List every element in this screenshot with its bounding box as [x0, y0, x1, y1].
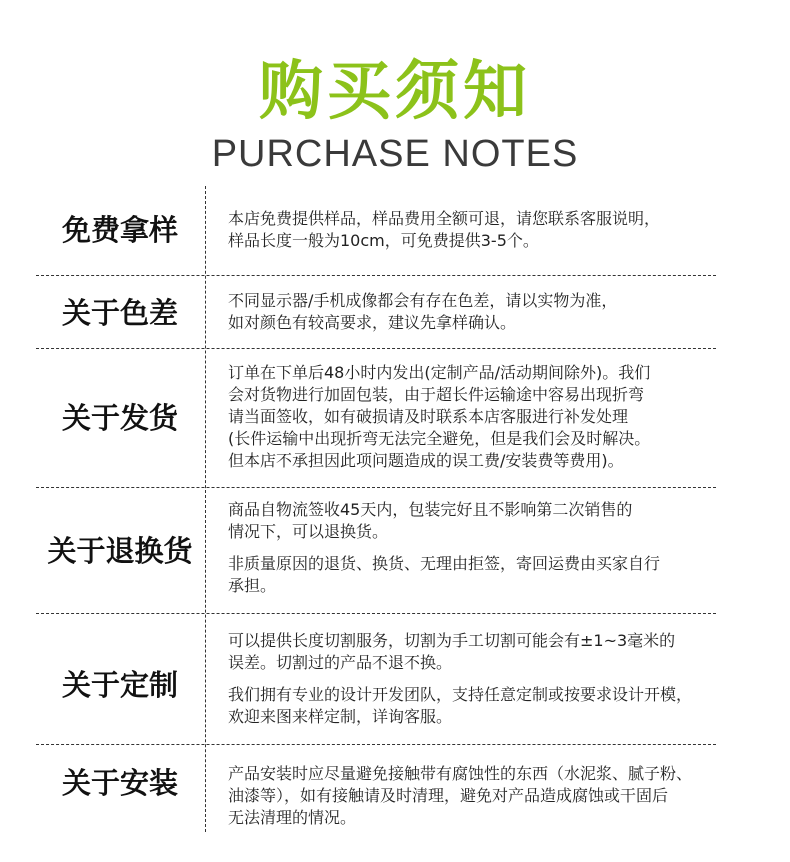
text-line: 无法清理的情况。: [228, 808, 357, 827]
text-line: 情况下，可以退换货。: [228, 522, 389, 541]
text-line: 本店免费提供样品，样品费用全额可退，请您联系客服说明，: [228, 209, 661, 228]
paragraph: [228, 553, 768, 597]
text-line: 会对货物进行加固包装，由于超长件运输途中容易出现折弯: [228, 385, 645, 404]
paragraph: [228, 763, 768, 829]
text-line: 请当面签收，如有破损请及时联系本店客服进行补发处理: [228, 407, 629, 426]
section-text-installation: [228, 763, 768, 829]
row-divider: [36, 348, 716, 349]
paragraph: [228, 684, 768, 728]
text-line: 欢迎来图来样定制，详询客服。: [228, 707, 453, 726]
section-text-customization: [228, 630, 768, 728]
section-label-installation: 关于安装: [61, 766, 178, 800]
text-line: 商品自物流签收45天内，包装完好且不影响第二次销售的: [228, 500, 633, 519]
text-line: 产品安装时应尽量避免接触带有腐蚀性的东西（水泥浆、腻子粉、: [228, 764, 693, 783]
paragraph: [228, 208, 768, 252]
text-line: 承担。: [228, 576, 277, 595]
text-line: 非质量原因的退货、换货、无理由拒签，寄回运费由买家自行: [228, 554, 661, 573]
text-line: (长件运输中出现折弯无法完全避免，但是我们会及时解决。: [228, 429, 651, 448]
section-label-customization: 关于定制: [61, 668, 178, 702]
section-text-returns: [228, 499, 768, 597]
page-title: 购买须知: [259, 55, 531, 129]
section-label-shipping: 关于发货: [61, 401, 178, 435]
paragraph: [228, 290, 768, 334]
row-divider: [36, 744, 716, 745]
section-text-shipping: [228, 362, 768, 472]
text-line: 不同显示器/手机成像都会有存在色差，请以实物为准，: [228, 291, 618, 310]
section-text-color-difference: [228, 290, 768, 334]
paragraph: [228, 499, 768, 543]
text-line: 样品长度一般为10cm，可免费提供3-5个。: [228, 231, 539, 250]
text-line: 但本店不承担因此项问题造成的误工费/安装费等费用)。: [228, 451, 624, 470]
paragraph: [228, 630, 768, 674]
section-text-free-sample: [228, 208, 768, 252]
vertical-divider: [205, 186, 206, 832]
text-line: 误差。切割过的产品不退不换。: [228, 653, 453, 672]
text-line: 订单在下单后48小时内发出(定制产品/活动期间除外)。我们: [228, 363, 651, 382]
text-line: 油漆等），如有接触请及时清理，避免对产品造成腐蚀或干固后: [228, 786, 669, 805]
row-divider: [36, 613, 716, 614]
paragraph: [228, 362, 768, 472]
section-label-returns: 关于退换货: [47, 534, 193, 568]
section-label-free-sample: 免费拿样: [61, 213, 178, 247]
row-divider: [36, 275, 716, 276]
page-subtitle: PURCHASE NOTES: [211, 133, 579, 175]
text-line: 如对颜色有较高要求，建议先拿样确认。: [228, 313, 517, 332]
section-label-color-difference: 关于色差: [61, 296, 178, 330]
text-line: 可以提供长度切割服务，切割为手工切割可能会有±1~3毫米的: [228, 631, 676, 650]
row-divider: [36, 487, 716, 488]
text-line: 我们拥有专业的设计开发团队，支持任意定制或按要求设计开模，: [228, 685, 693, 704]
